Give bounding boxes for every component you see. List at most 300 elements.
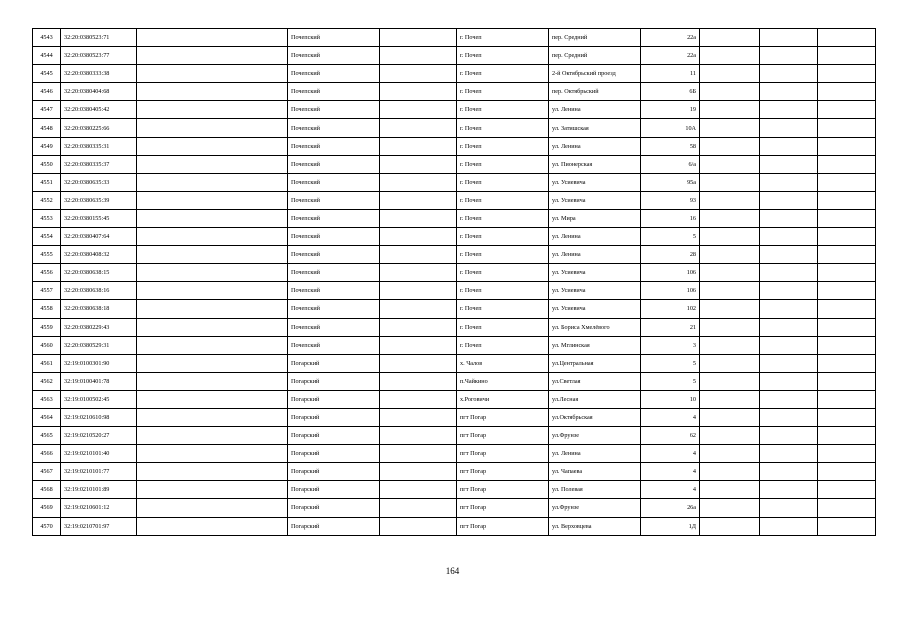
row-number-cell: 4548 [33, 119, 61, 137]
table-row [33, 29, 876, 47]
district-cell: Погарский [288, 463, 380, 481]
district-cell: Погарский [288, 408, 380, 426]
empty-cell [818, 517, 876, 535]
row-number-cell: 4543 [33, 29, 61, 47]
empty-cell [818, 83, 876, 101]
row-number-cell: 4554 [33, 228, 61, 246]
empty-cell [380, 463, 457, 481]
table-row [33, 155, 876, 173]
empty-cell [760, 499, 818, 517]
row-number-cell: 4545 [33, 65, 61, 83]
house-number-cell: 28 [641, 246, 700, 264]
empty-cell [700, 372, 760, 390]
table-row [33, 209, 876, 227]
table-body [33, 29, 876, 536]
row-number-cell: 4569 [33, 499, 61, 517]
empty-cell [760, 101, 818, 119]
cadastral-number-cell: 32:20:0380638:18 [61, 300, 137, 318]
table-row [33, 228, 876, 246]
empty-cell [760, 408, 818, 426]
empty-cell [700, 282, 760, 300]
empty-cell [760, 246, 818, 264]
table-row [33, 354, 876, 372]
settlement-cell: п.Чайкино [457, 372, 549, 390]
street-cell: ул. Ленина [549, 445, 641, 463]
house-number-cell: 10 [641, 390, 700, 408]
street-cell: ул.Светлая [549, 372, 641, 390]
empty-cell [818, 228, 876, 246]
street-cell: пер. Октябрьский [549, 83, 641, 101]
district-cell: Погарский [288, 354, 380, 372]
house-number-cell: 5 [641, 372, 700, 390]
house-number-cell: 10А [641, 119, 700, 137]
table-row [33, 47, 876, 65]
district-cell: Погарский [288, 427, 380, 445]
row-number-cell: 4544 [33, 47, 61, 65]
empty-cell [380, 119, 457, 137]
empty-cell [818, 408, 876, 426]
street-cell: ул.Октябрьская [549, 408, 641, 426]
empty-cell [700, 481, 760, 499]
page-number: 164 [445, 566, 460, 576]
empty-cell [380, 336, 457, 354]
empty-cell [760, 336, 818, 354]
street-cell: пер. Средний [549, 47, 641, 65]
table-row [33, 173, 876, 191]
row-number-cell: 4568 [33, 481, 61, 499]
empty-cell [700, 173, 760, 191]
district-cell: Почепский [288, 191, 380, 209]
table-row [33, 336, 876, 354]
cadastral-number-cell: 32:20:0380523:77 [61, 47, 137, 65]
house-number-cell: 1Д [641, 517, 700, 535]
district-cell: Почепский [288, 300, 380, 318]
row-number-cell: 4552 [33, 191, 61, 209]
empty-cell [380, 390, 457, 408]
cadastral-number-cell: 32:19:0210701:97 [61, 517, 137, 535]
cadastral-number-cell: 32:19:0210610:98 [61, 408, 137, 426]
empty-cell [700, 499, 760, 517]
empty-cell [380, 427, 457, 445]
district-cell: Почепский [288, 264, 380, 282]
settlement-cell: пгт Погар [457, 427, 549, 445]
empty-cell [380, 499, 457, 517]
row-number-cell: 4565 [33, 427, 61, 445]
cadastral-number-cell: 32:19:0100301:90 [61, 354, 137, 372]
settlement-cell: г. Почеп [457, 246, 549, 264]
settlement-cell: пгт Погар [457, 517, 549, 535]
empty-cell [760, 481, 818, 499]
cadastral-number-cell: 32:19:0210101:89 [61, 481, 137, 499]
settlement-cell: г. Почеп [457, 29, 549, 47]
district-cell: Почепский [288, 137, 380, 155]
street-cell: ул. Усиевича [549, 282, 641, 300]
settlement-cell: х. Чалов [457, 354, 549, 372]
cadastral-number-cell: 32:20:0380229:43 [61, 318, 137, 336]
cadastral-number-cell: 32:20:0380333:38 [61, 65, 137, 83]
house-number-cell: 4 [641, 408, 700, 426]
empty-cell [818, 101, 876, 119]
district-cell: Почепский [288, 29, 380, 47]
street-cell: ул. Мира [549, 209, 641, 227]
district-cell: Погарский [288, 390, 380, 408]
empty-cell [380, 83, 457, 101]
empty-cell [137, 209, 288, 227]
empty-cell [700, 155, 760, 173]
settlement-cell: г. Почеп [457, 83, 549, 101]
empty-cell [760, 209, 818, 227]
row-number-cell: 4562 [33, 372, 61, 390]
empty-cell [818, 246, 876, 264]
empty-cell [760, 463, 818, 481]
street-cell: ул. Ленина [549, 228, 641, 246]
settlement-cell: г. Почеп [457, 65, 549, 83]
empty-cell [137, 517, 288, 535]
empty-cell [137, 119, 288, 137]
district-cell: Почепский [288, 173, 380, 191]
district-cell: Погарский [288, 445, 380, 463]
empty-cell [760, 354, 818, 372]
house-number-cell: 6Б [641, 83, 700, 101]
house-number-cell: 6/а [641, 155, 700, 173]
empty-cell [700, 336, 760, 354]
row-number-cell: 4549 [33, 137, 61, 155]
empty-cell [700, 119, 760, 137]
table-row [33, 481, 876, 499]
settlement-cell: г. Почеп [457, 282, 549, 300]
cadastral-number-cell: 32:19:0210601:12 [61, 499, 137, 517]
settlement-cell: г. Почеп [457, 47, 549, 65]
cadastral-number-cell: 32:20:0380335:31 [61, 137, 137, 155]
table-row [33, 372, 876, 390]
district-cell: Почепский [288, 318, 380, 336]
house-number-cell: 11 [641, 65, 700, 83]
house-number-cell: 62 [641, 427, 700, 445]
empty-cell [760, 282, 818, 300]
settlement-cell: г. Почеп [457, 137, 549, 155]
empty-cell [700, 264, 760, 282]
street-cell: ул. Верховцева [549, 517, 641, 535]
cadastral-number-cell: 32:20:0380635:33 [61, 173, 137, 191]
empty-cell [380, 228, 457, 246]
empty-cell [760, 318, 818, 336]
empty-cell [818, 463, 876, 481]
empty-cell [818, 119, 876, 137]
street-cell: ул. Мглинская [549, 336, 641, 354]
empty-cell [760, 191, 818, 209]
street-cell: ул. Ленина [549, 137, 641, 155]
district-cell: Погарский [288, 499, 380, 517]
table-row [33, 264, 876, 282]
table-row [33, 463, 876, 481]
empty-cell [700, 83, 760, 101]
empty-cell [818, 264, 876, 282]
table-row [33, 390, 876, 408]
settlement-cell: г. Почеп [457, 228, 549, 246]
empty-cell [760, 155, 818, 173]
empty-cell [700, 445, 760, 463]
empty-cell [760, 445, 818, 463]
empty-cell [137, 408, 288, 426]
empty-cell [380, 137, 457, 155]
table-row [33, 65, 876, 83]
street-cell: ул. Пионерская [549, 155, 641, 173]
row-number-cell: 4555 [33, 246, 61, 264]
empty-cell [818, 47, 876, 65]
district-cell: Почепский [288, 83, 380, 101]
empty-cell [818, 300, 876, 318]
empty-cell [818, 445, 876, 463]
empty-cell [137, 47, 288, 65]
empty-cell [760, 228, 818, 246]
district-cell: Погарский [288, 517, 380, 535]
settlement-cell: г. Почеп [457, 264, 549, 282]
district-cell: Почепский [288, 246, 380, 264]
street-cell: ул. Бориса Хмелёвого [549, 318, 641, 336]
row-number-cell: 4546 [33, 83, 61, 101]
empty-cell [137, 372, 288, 390]
empty-cell [760, 517, 818, 535]
cadastral-number-cell: 32:19:0100401:78 [61, 372, 137, 390]
row-number-cell: 4553 [33, 209, 61, 227]
empty-cell [137, 191, 288, 209]
cadastral-number-cell: 32:19:0210520:27 [61, 427, 137, 445]
empty-cell [760, 29, 818, 47]
empty-cell [700, 463, 760, 481]
settlement-cell: х.Роговичи [457, 390, 549, 408]
empty-cell [137, 101, 288, 119]
empty-cell [137, 427, 288, 445]
house-number-cell: 4 [641, 463, 700, 481]
district-cell: Почепский [288, 47, 380, 65]
empty-cell [760, 390, 818, 408]
table-row [33, 191, 876, 209]
table-row [33, 246, 876, 264]
row-number-cell: 4563 [33, 390, 61, 408]
empty-cell [760, 119, 818, 137]
settlement-cell: г. Почеп [457, 101, 549, 119]
cadastral-number-cell: 32:20:0380225:66 [61, 119, 137, 137]
table-row [33, 300, 876, 318]
row-number-cell: 4557 [33, 282, 61, 300]
empty-cell [700, 427, 760, 445]
house-number-cell: 22а [641, 47, 700, 65]
empty-cell [818, 372, 876, 390]
settlement-cell: пгт Погар [457, 481, 549, 499]
empty-cell [137, 481, 288, 499]
empty-cell [137, 445, 288, 463]
cadastral-number-cell: 32:20:0380407:64 [61, 228, 137, 246]
house-number-cell: 22а [641, 29, 700, 47]
empty-cell [760, 264, 818, 282]
cadastral-number-cell: 32:20:0380523:71 [61, 29, 137, 47]
empty-cell [818, 427, 876, 445]
table-row [33, 408, 876, 426]
cadastral-number-cell: 32:20:0380638:16 [61, 282, 137, 300]
district-cell: Почепский [288, 282, 380, 300]
empty-cell [380, 101, 457, 119]
cadastral-number-cell: 32:20:0380529:31 [61, 336, 137, 354]
settlement-cell: пгт Погар [457, 408, 549, 426]
district-cell: Почепский [288, 209, 380, 227]
empty-cell [137, 300, 288, 318]
empty-cell [137, 137, 288, 155]
table-row [33, 137, 876, 155]
house-number-cell: 106 [641, 264, 700, 282]
table-row [33, 282, 876, 300]
house-number-cell: 26а [641, 499, 700, 517]
empty-cell [380, 173, 457, 191]
empty-cell [137, 499, 288, 517]
table-row [33, 119, 876, 137]
district-cell: Почепский [288, 336, 380, 354]
cadastral-number-cell: 32:20:0380405:42 [61, 101, 137, 119]
empty-cell [137, 463, 288, 481]
empty-cell [760, 65, 818, 83]
street-cell: ул.Фрунзе [549, 427, 641, 445]
empty-cell [818, 173, 876, 191]
house-number-cell: 21 [641, 318, 700, 336]
empty-cell [137, 354, 288, 372]
row-number-cell: 4570 [33, 517, 61, 535]
street-cell: ул. Чапаева [549, 463, 641, 481]
district-cell: Почепский [288, 155, 380, 173]
empty-cell [760, 300, 818, 318]
empty-cell [818, 209, 876, 227]
empty-cell [380, 282, 457, 300]
empty-cell [760, 47, 818, 65]
empty-cell [137, 228, 288, 246]
settlement-cell: г. Почеп [457, 300, 549, 318]
house-number-cell: 93 [641, 191, 700, 209]
registry-table [32, 28, 876, 536]
empty-cell [700, 517, 760, 535]
empty-cell [137, 390, 288, 408]
empty-cell [760, 137, 818, 155]
settlement-cell: г. Почеп [457, 119, 549, 137]
row-number-cell: 4556 [33, 264, 61, 282]
empty-cell [700, 47, 760, 65]
empty-cell [700, 354, 760, 372]
settlement-cell: г. Почеп [457, 336, 549, 354]
house-number-cell: 5 [641, 354, 700, 372]
empty-cell [380, 191, 457, 209]
empty-cell [700, 246, 760, 264]
empty-cell [818, 29, 876, 47]
street-cell: ул. Ленина [549, 246, 641, 264]
cadastral-number-cell: 32:19:0210101:40 [61, 445, 137, 463]
empty-cell [137, 155, 288, 173]
empty-cell [137, 83, 288, 101]
empty-cell [700, 300, 760, 318]
street-cell: пер. Средний [549, 29, 641, 47]
settlement-cell: г. Почеп [457, 209, 549, 227]
cadastral-number-cell: 32:19:0100502:45 [61, 390, 137, 408]
empty-cell [380, 408, 457, 426]
empty-cell [137, 336, 288, 354]
empty-cell [380, 47, 457, 65]
settlement-cell: пгт Погар [457, 445, 549, 463]
district-cell: Почепский [288, 101, 380, 119]
empty-cell [380, 517, 457, 535]
empty-cell [380, 209, 457, 227]
row-number-cell: 4547 [33, 101, 61, 119]
empty-cell [700, 65, 760, 83]
empty-cell [700, 209, 760, 227]
empty-cell [760, 83, 818, 101]
house-number-cell: 58 [641, 137, 700, 155]
cadastral-number-cell: 32:20:0380638:15 [61, 264, 137, 282]
table-row [33, 101, 876, 119]
settlement-cell: пгт Погар [457, 499, 549, 517]
empty-cell [818, 354, 876, 372]
settlement-cell: г. Почеп [457, 173, 549, 191]
empty-cell [818, 481, 876, 499]
empty-cell [700, 191, 760, 209]
empty-cell [818, 390, 876, 408]
empty-cell [380, 155, 457, 173]
empty-cell [137, 246, 288, 264]
empty-cell [380, 354, 457, 372]
row-number-cell: 4564 [33, 408, 61, 426]
empty-cell [818, 336, 876, 354]
street-cell: ул. Усиевича [549, 300, 641, 318]
empty-cell [380, 300, 457, 318]
house-number-cell: 19 [641, 101, 700, 119]
empty-cell [380, 246, 457, 264]
empty-cell [137, 264, 288, 282]
table-row [33, 517, 876, 535]
empty-cell [380, 481, 457, 499]
row-number-cell: 4551 [33, 173, 61, 191]
district-cell: Почепский [288, 119, 380, 137]
table-row [33, 318, 876, 336]
house-number-cell: 5 [641, 228, 700, 246]
empty-cell [818, 65, 876, 83]
house-number-cell: 106 [641, 282, 700, 300]
row-number-cell: 4550 [33, 155, 61, 173]
empty-cell [700, 137, 760, 155]
cadastral-number-cell: 32:20:0380408:32 [61, 246, 137, 264]
house-number-cell: 4 [641, 445, 700, 463]
table-row [33, 427, 876, 445]
street-cell: ул. Усиевича [549, 191, 641, 209]
empty-cell [700, 101, 760, 119]
house-number-cell: 16 [641, 209, 700, 227]
street-cell: 2-й Октябрьский проезд [549, 65, 641, 83]
empty-cell [380, 65, 457, 83]
cadastral-number-cell: 32:20:0380335:37 [61, 155, 137, 173]
row-number-cell: 4560 [33, 336, 61, 354]
settlement-cell: г. Почеп [457, 318, 549, 336]
house-number-cell: 102 [641, 300, 700, 318]
street-cell: ул. Затишская [549, 119, 641, 137]
table-row [33, 83, 876, 101]
empty-cell [700, 29, 760, 47]
empty-cell [700, 318, 760, 336]
street-cell: ул. Усиевича [549, 173, 641, 191]
row-number-cell: 4559 [33, 318, 61, 336]
row-number-cell: 4561 [33, 354, 61, 372]
cadastral-number-cell: 32:19:0210101:77 [61, 463, 137, 481]
empty-cell [380, 318, 457, 336]
district-cell: Погарский [288, 481, 380, 499]
house-number-cell: 95а [641, 173, 700, 191]
empty-cell [818, 155, 876, 173]
empty-cell [760, 173, 818, 191]
cadastral-number-cell: 32:20:0380635:39 [61, 191, 137, 209]
empty-cell [700, 408, 760, 426]
